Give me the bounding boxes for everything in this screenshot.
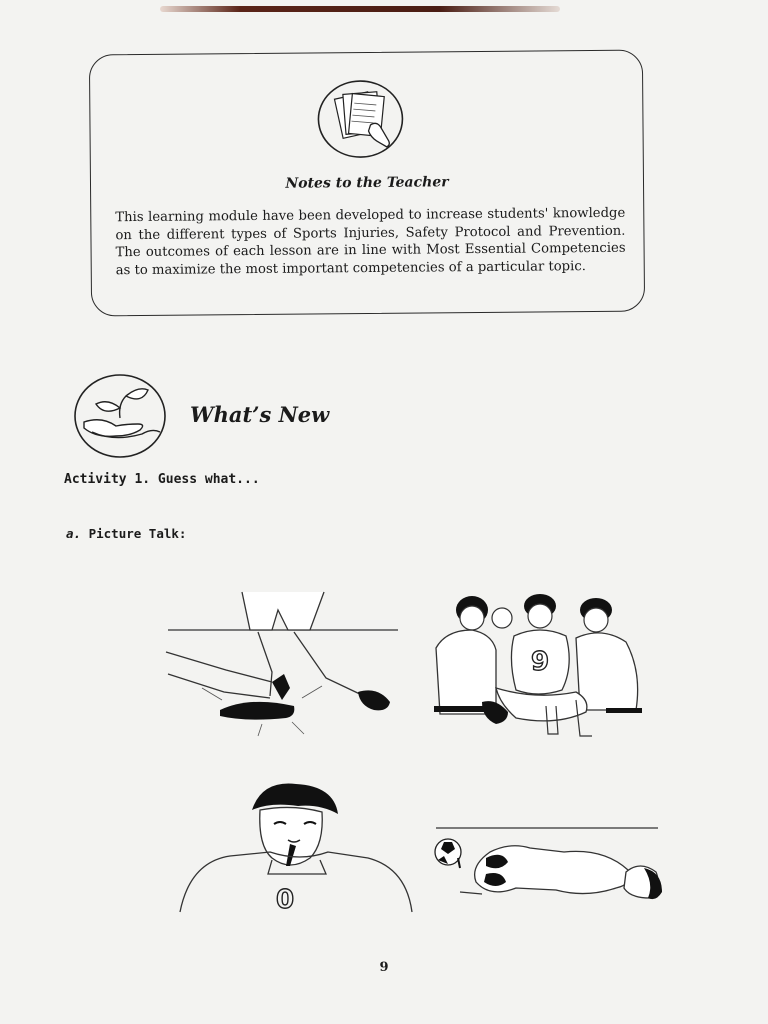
notes-title: Notes to the Teacher xyxy=(285,174,449,192)
item-label: Picture Talk: xyxy=(88,526,187,541)
page-top-band xyxy=(160,6,560,12)
jersey-number-9: 9 xyxy=(530,647,550,677)
papers-in-hand-icon xyxy=(316,79,405,160)
foot-injury-illustration xyxy=(162,588,402,738)
jersey-number-0: 0 xyxy=(276,885,295,915)
seedling-in-hand-icon xyxy=(72,372,168,460)
notes-to-teacher-box xyxy=(89,50,645,317)
notes-body-text: This learning module have been developed to increase students' knowledge on the different types of Sports Injuries, Safety Protocol and Prevention. The outcomes of each lesson are in line with Most Essential Competencies as to maximize the most important competencies of a particular topic. xyxy=(115,205,626,278)
nosebleed-player-illustration xyxy=(176,780,414,920)
section-title: What’s New xyxy=(190,402,330,427)
fallen-player-illustration xyxy=(430,820,666,910)
item-letter: a. xyxy=(66,526,82,541)
carried-player-illustration xyxy=(426,588,658,738)
activity-title: Activity 1. Guess what... xyxy=(64,472,260,487)
picture-talk-label xyxy=(66,526,186,541)
page-number: 9 xyxy=(379,960,389,975)
